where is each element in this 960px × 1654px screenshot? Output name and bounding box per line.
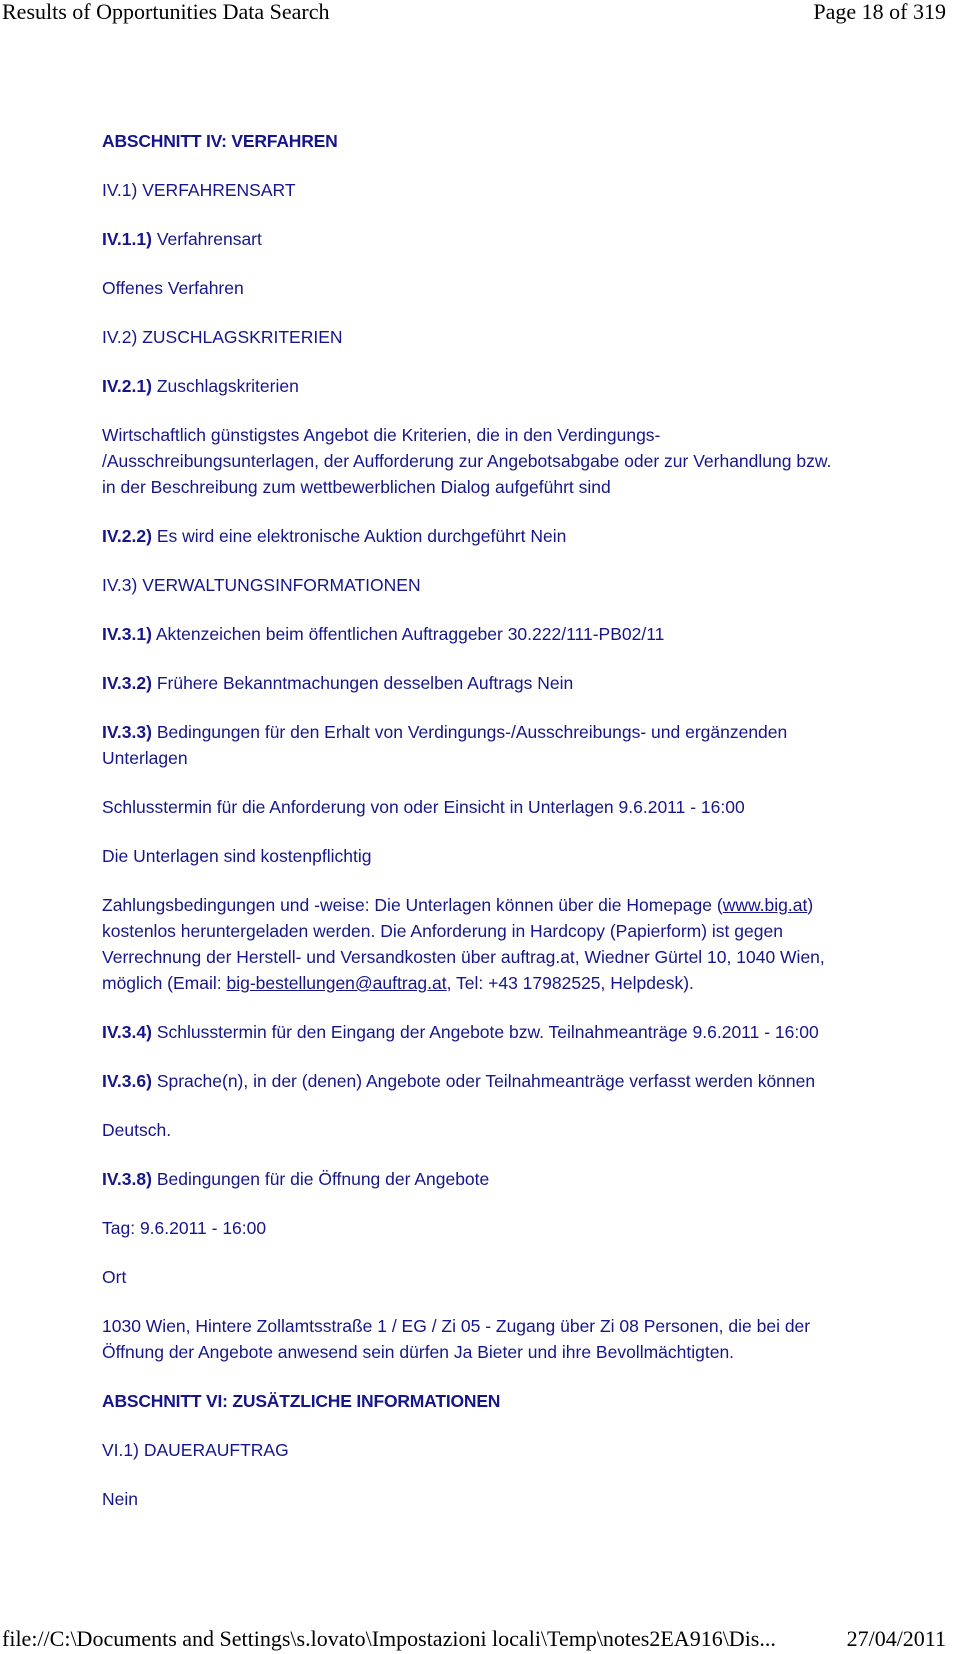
text-nein: Nein bbox=[102, 1489, 138, 1509]
ort-line-2: Öffnung der Angebote anwesend sein dürfen Ja Bieter und ihre Bevollmächtigten. bbox=[102, 1342, 735, 1362]
item-iv36 bbox=[102, 1068, 922, 1094]
zahl-line-1b: ) bbox=[807, 895, 814, 915]
item-number: IV.3.2) bbox=[102, 673, 152, 693]
item-iv34 bbox=[102, 1019, 922, 1045]
text-kostenpflichtig: Die Unterlagen sind kostenpflichtig bbox=[102, 846, 372, 866]
section-heading-iv: ABSCHNITT IV: VERFAHREN bbox=[102, 131, 338, 151]
paragraph-kriterien bbox=[102, 422, 922, 500]
item-iv22 bbox=[102, 523, 922, 549]
heading-iv1: IV.1) VERFAHRENSART bbox=[102, 180, 296, 200]
item-iv33 bbox=[102, 719, 922, 771]
item-number: IV.3.4) bbox=[102, 1022, 152, 1042]
ort-line-1: 1030 Wien, Hintere Zollamtsstraße 1 / EG / Zi 05 - Zugang über Zi 08 Personen, die bei der bbox=[102, 1316, 811, 1336]
header-title: Results of Opportunities Data Search bbox=[2, 0, 330, 24]
document-body bbox=[102, 128, 922, 1535]
zahl-line-4a: möglich (Email: bbox=[102, 973, 227, 993]
item-number: IV.2.1) bbox=[102, 376, 152, 396]
item-iv11 bbox=[102, 226, 922, 252]
item-text: Es wird eine elektronische Auktion durchgeführt Nein bbox=[151, 526, 567, 546]
zahl-line-2: kostenlos heruntergeladen werden. Die Anforderung in Hardcopy (Papierform) ist gegen bbox=[102, 921, 783, 941]
item-iv21 bbox=[102, 373, 922, 399]
zahl-line-3: Verrechnung der Herstell- und Versandkosten über auftrag.at, Wiedner Gürtel 10, 1040 Wien, bbox=[102, 947, 825, 967]
item-text: Schlusstermin für den Eingang der Angebote bzw. Teilnahmeanträge 9.6.2011 - 16:00 bbox=[151, 1022, 819, 1042]
item-number: IV.3.3) bbox=[102, 722, 152, 742]
item-number: IV.1.1) bbox=[102, 229, 152, 249]
item-text: Zuschlagskriterien bbox=[151, 376, 299, 396]
item-iv38 bbox=[102, 1166, 922, 1192]
heading-iv3: IV.3) VERWALTUNGSINFORMATIONEN bbox=[102, 575, 421, 595]
homepage-link[interactable]: www.big.at bbox=[722, 895, 808, 915]
item-text: Verfahrensart bbox=[151, 229, 262, 249]
kriterien-line-3: in der Beschreibung zum wettbewerblichen Dialog aufgeführt sind bbox=[102, 477, 611, 497]
kriterien-line-1: Wirtschaftlich günstigstes Angebot die Kriterien, die in den Verdingungs- bbox=[102, 425, 661, 445]
page-number: Page 18 of 319 bbox=[813, 0, 946, 24]
footer-path: file://C:\Documents and Settings\s.lovato\Impostazioni locali\Temp\notes2EA916\Dis... bbox=[2, 1626, 776, 1651]
item-number: IV.2.2) bbox=[102, 526, 152, 546]
text-schlusstermin: Schlusstermin für die Anforderung von oder Einsicht in Unterlagen 9.6.2011 - 16:00 bbox=[102, 797, 745, 817]
item-number: IV.3.8) bbox=[102, 1169, 152, 1189]
section-heading-vi: ABSCHNITT VI: ZUSÄTZLICHE INFORMATIONEN bbox=[102, 1391, 501, 1411]
print-footer bbox=[0, 1627, 960, 1654]
paragraph-zahlungsbedingungen bbox=[102, 892, 922, 996]
print-header bbox=[0, 0, 960, 28]
item-number: IV.3.1) bbox=[102, 624, 152, 644]
text-deutsch: Deutsch. bbox=[102, 1120, 172, 1140]
item-text: Sprache(n), in der (denen) Angebote oder Teilnahmeanträge verfasst werden können bbox=[151, 1071, 816, 1091]
item-text: Aktenzeichen beim öffentlichen Auftraggeber 30.222/111-PB02/11 bbox=[151, 624, 665, 644]
item-number: IV.3.6) bbox=[102, 1071, 152, 1091]
item-text: Frühere Bekanntmachungen desselben Auftrags Nein bbox=[151, 673, 574, 693]
footer-date: 27/04/2011 bbox=[846, 1626, 946, 1651]
item-iv31 bbox=[102, 621, 922, 647]
zahl-line-1a: Zahlungsbedingungen und -weise: Die Unterlagen können über die Homepage ( bbox=[102, 895, 723, 915]
item-text-cont: Unterlagen bbox=[102, 748, 188, 768]
zahl-line-4b: , Tel: +43 17982525, Helpdesk). bbox=[446, 973, 694, 993]
text-tag: Tag: 9.6.2011 - 16:00 bbox=[102, 1218, 267, 1238]
heading-vi1: VI.1) DAUERAUFTRAG bbox=[102, 1440, 289, 1460]
text-offenes-verfahren: Offenes Verfahren bbox=[102, 278, 244, 298]
item-text: Bedingungen für die Öffnung der Angebote bbox=[151, 1169, 490, 1189]
paragraph-ort bbox=[102, 1313, 922, 1365]
heading-iv2: IV.2) ZUSCHLAGSKRITERIEN bbox=[102, 327, 343, 347]
kriterien-line-2: /Ausschreibungsunterlagen, der Aufforderung zur Angebotsabgabe oder zur Verhandlung bzw. bbox=[102, 451, 832, 471]
item-iv32 bbox=[102, 670, 922, 696]
item-text: Bedingungen für den Erhalt von Verdingungs-/Ausschreibungs- und ergänzenden bbox=[151, 722, 788, 742]
email-link[interactable]: big-bestellungen@auftrag.at bbox=[226, 973, 447, 993]
text-ort-label: Ort bbox=[102, 1267, 127, 1287]
